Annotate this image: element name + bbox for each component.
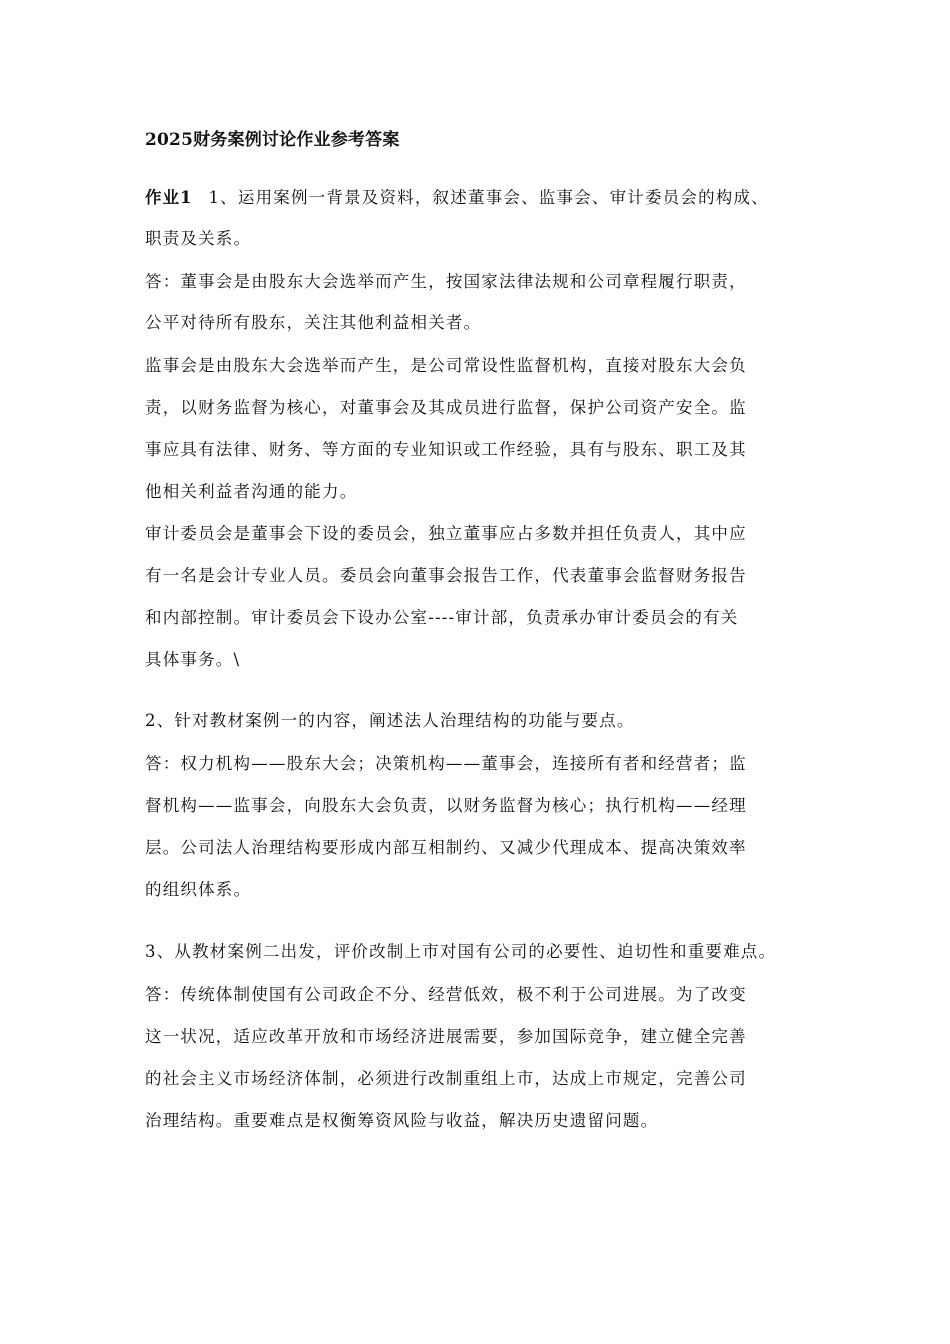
- answer-2-line-4: 的组织体系。: [145, 880, 252, 899]
- question-3-line-1: 3、从教材案例二出发，评价改制上市对国有公司的必要性、迫切性和重要难点。: [145, 942, 777, 961]
- answer-3-line-4: 治理结构。重要难点是权衡筹资风险与收益，解决历史遗留问题。: [145, 1111, 659, 1130]
- answer-2-line-1: 答：权力机构——股东大会；决策机构——董事会，连接所有者和经营者；监: [145, 754, 747, 773]
- homework-label: 作业1: [145, 188, 193, 207]
- question-2-line-1: 2、针对教材案例一的内容，阐述法人治理结构的功能与要点。: [145, 711, 635, 730]
- question-1-line-1: 1、运用案例一背景及资料，叙述董事会、监事会、审计委员会的构成、: [208, 188, 769, 207]
- question-1-line-2: 职责及关系。: [145, 229, 252, 248]
- answer-1-line-7: 审计委员会是董事会下设的委员会，独立董事应占多数并担任负责人，其中应: [145, 524, 747, 543]
- answer-1-line-5: 事应具有法律、财务、等方面的专业知识或工作经验，具有与股东、职工及其: [145, 440, 747, 459]
- answer-3-line-2: 这一状况，适应改革开放和市场经济进展需要，参加国际竞争，建立健全完善: [145, 1027, 747, 1046]
- answer-1-line-10: 具体事务。\: [145, 650, 241, 669]
- answer-1-line-6: 他相关利益者沟通的能力。: [145, 482, 358, 501]
- answer-2-line-3: 层。公司法人治理结构要形成内部互相制约、又减少代理成本、提高决策效率: [145, 838, 747, 857]
- answer-3-line-1: 答：传统体制使国有公司政企不分、经营低效，极不利于公司进展。为了改变: [145, 985, 747, 1004]
- answer-1-line-9: 和内部控制。审计委员会下设办公室----审计部，负责承办审计委员会的有关: [145, 608, 739, 627]
- paragraph-line-1: [145, 187, 769, 209]
- answer-2-line-2: 督机构——监事会，向股东大会负责，以财务监督为核心；执行机构——经理: [145, 796, 747, 815]
- answer-1-line-8: 有一名是会计专业人员。委员会向董事会报告工作，代表董事会监督财务报告: [145, 566, 747, 585]
- answer-1-line-1: 答：董事会是由股东大会选举而产生，按国家法律法规和公司章程履行职责，: [145, 272, 747, 291]
- answer-1-line-3: 监事会是由股东大会选举而产生，是公司常设性监督机构，直接对股东大会负: [145, 356, 747, 375]
- answer-1-line-2: 公平对待所有股东，关注其他利益相关者。: [145, 313, 482, 332]
- answer-3-line-3: 的社会主义市场经济体制，必须进行改制重组上市，达成上市规定，完善公司: [145, 1069, 747, 1088]
- document-title: 2025财务案例讨论作业参考答案: [145, 130, 400, 150]
- answer-1-line-4: 责，以财务监督为核心，对董事会及其成员进行监督，保护公司资产安全。监: [145, 398, 747, 417]
